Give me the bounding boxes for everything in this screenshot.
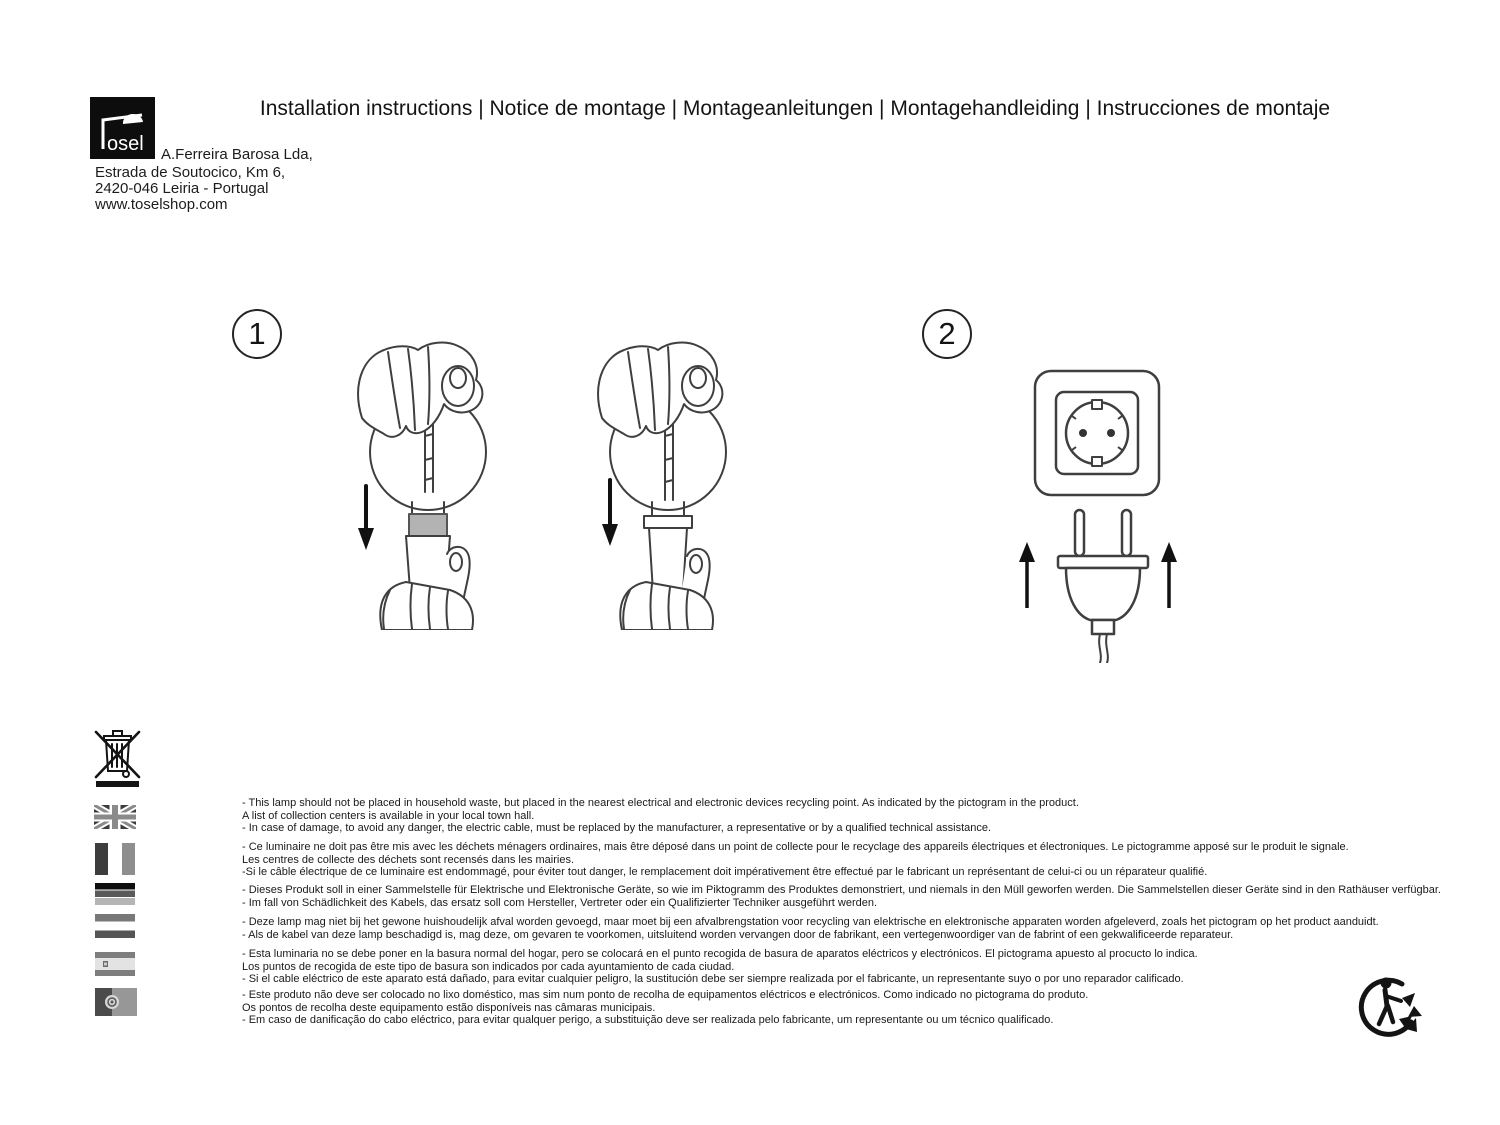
address-line: 2420-046 Leiria - Portugal bbox=[95, 180, 269, 197]
bulb-insert-illustration-2 bbox=[580, 340, 740, 630]
step-1-badge bbox=[232, 309, 282, 359]
website-text: www.toselshop.com bbox=[95, 196, 228, 213]
notice-row-pt bbox=[95, 989, 1475, 1029]
schuko-socket-icon bbox=[1032, 368, 1162, 498]
uk-flag-icon bbox=[94, 805, 136, 829]
notice-line: - This lamp should not be placed in household waste, but placed in the nearest electrical and electronic devices recycling point. As indicated by the pictogram in the product. bbox=[242, 797, 1079, 809]
up-arrow-right bbox=[1158, 542, 1180, 610]
weee-symbol bbox=[94, 728, 142, 788]
step-2-number: 2 bbox=[938, 316, 956, 351]
notice-row-es bbox=[95, 948, 1475, 988]
notice-text-fr bbox=[242, 841, 1349, 879]
notice-row-nl bbox=[95, 916, 1475, 946]
bulb-insert-illustration-1 bbox=[340, 340, 500, 630]
up-arrow-icon bbox=[1016, 542, 1038, 610]
step-2-badge bbox=[922, 309, 972, 359]
power-plug-icon bbox=[1050, 508, 1158, 663]
notice-line: A list of collection centers is available in your local town hall. bbox=[242, 809, 535, 822]
notice-text-en bbox=[242, 797, 1079, 835]
notice-row-de bbox=[95, 884, 1475, 914]
notice-line: - In case of damage, to avoid any danger, the electric cable, must be replaced by the manufacturer, a representative or by a qualified technical assistance. bbox=[242, 822, 992, 834]
notice-line: - Als de kabel van deze lamp beschadigd is, mag deze, om gevaren te voorkomen, uitsluitend worden vervangen door de fabrikant, een vertegenwoordiger van de fabrint of een gekwalificeerde reparateur. bbox=[242, 928, 1234, 941]
notice-text-pt bbox=[242, 989, 1088, 1027]
triman-recycling-icon bbox=[1356, 972, 1424, 1040]
notice-line: Les centres de collecte des déchets sont recensés dans les mairies. bbox=[242, 853, 575, 866]
portugal-flag-icon bbox=[95, 988, 137, 1016]
plug-illustration bbox=[1050, 508, 1158, 663]
notice-line: - Deze lamp mag niet bij het gewone huishoudelijk afval worden gevoegd, maar moet bij een afvalbrengstation voor recycling van elektrische en elektronische apparaten worden afgeleverd, zoals het pictogram op het product aanduidt. bbox=[242, 916, 1379, 928]
notice-line: - Ce luminaire ne doit pas être mis avec les déchets ménagers ordinaires, mais être déposé dans un point de collecte pour le recyclage des appareils électriques et électroniques. Le pictogramme apposé sur le produit le signale. bbox=[242, 841, 1349, 853]
notice-text-es bbox=[242, 948, 1198, 986]
notice-line: Os pontos de recolha deste equipamento estão disponíveis nas câmaras municipais. bbox=[242, 1001, 656, 1014]
hand-screwing-bulb-icon bbox=[340, 340, 500, 630]
crossed-out-wheelie-bin-icon bbox=[94, 728, 142, 788]
triman-logo bbox=[1356, 972, 1424, 1040]
notice-line: - Dieses Produkt soll in einer Sammelstelle für Elektrische und Elektronische Geräte, so wie im Piktogramm des Produktes demonstriert, und niemals in den Müll geworfen werden. Die Sammelstellen dieser Geräte sind in den Rathäuser verfügbar. bbox=[242, 884, 1441, 896]
up-arrow-left bbox=[1016, 542, 1038, 610]
page-title: Installation instructions | Notice de montage | Montageanleitungen | Montagehandleiding | Instrucciones de montaje bbox=[259, 97, 1331, 120]
step-1-number: 1 bbox=[248, 316, 266, 351]
hand-screwing-bulb-icon bbox=[580, 340, 740, 630]
wall-socket-illustration bbox=[1032, 368, 1162, 498]
spain-flag-icon bbox=[95, 952, 135, 976]
notice-line: - Em caso de danificação do cabo eléctrico, para evitar qualquer perigo, a substituição deve ser realizada pelo fabricante, um representante ou um técnico qualificado. bbox=[242, 1014, 1054, 1026]
germany-flag-icon bbox=[95, 883, 135, 905]
notice-row-en bbox=[95, 797, 1475, 837]
notice-text-de bbox=[242, 884, 1441, 909]
notice-line: -Si le câble électrique de ce luminaire est endommagé, pour éviter tout danger, le remplacement doit impérativement être effectué par le fabricant un représentant de celui-ci ou un réparateur qualifié. bbox=[242, 866, 1208, 878]
notice-line: - Si el cable eléctrico de este aparato está dañado, para evitar cualquier peligro, la sustitución debe ser siempre realizada por el fabricante, un representante suyo o por uno reparador calificado. bbox=[242, 973, 1184, 985]
company-name: A.Ferreira Barosa Lda, bbox=[161, 146, 313, 163]
notice-line: Los puntos de recogida de este tipo de basura son indicados por cada ayuntamiento de cada ciudad. bbox=[242, 960, 735, 973]
address-line: Estrada de Soutocico, Km 6, bbox=[95, 164, 286, 181]
netherlands-flag-icon bbox=[95, 914, 135, 938]
svg-text:osel: osel bbox=[107, 133, 144, 155]
france-flag-icon bbox=[95, 843, 135, 875]
notice-row-fr bbox=[95, 841, 1475, 881]
up-arrow-icon bbox=[1158, 542, 1180, 610]
notice-line: - Esta luminaria no se debe poner en la basura normal del hogar, pero se colocará en el punto recogida de basura de aparatos eléctricos y electrónicos. El pictograma apuesto al procucto lo indica. bbox=[242, 948, 1198, 960]
notice-text-nl bbox=[242, 916, 1379, 941]
notice-line: - Este produto não deve ser colocado no lixo doméstico, mas sim num ponto de recolha de equipamentos eléctricos e electrónicos. Como indicado no pictograma do produto. bbox=[242, 989, 1089, 1001]
notice-line: - Im fall von Schädlichkeit des Kabels, das ersatz soll com Hersteller, Vertreter oder ein Qualifizierter Techniker ausgeführt werden. bbox=[242, 896, 878, 909]
